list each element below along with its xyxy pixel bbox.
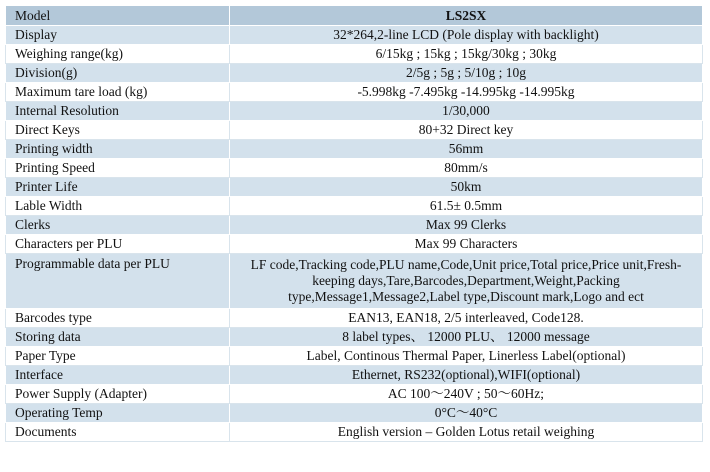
- row-value: 2/5g ; 5g ; 5/10g ; 10g: [230, 64, 703, 83]
- row-label: Documents: [6, 423, 230, 442]
- table-row: [6, 254, 703, 309]
- table-row: [6, 140, 703, 159]
- table-row: [6, 197, 703, 216]
- row-value: AC 100～240V ; 50～60Hz;: [230, 385, 703, 404]
- table-row: [6, 366, 703, 385]
- table-row: [6, 26, 703, 45]
- row-label: Weighing range(kg): [6, 45, 230, 64]
- row-value: 50km: [230, 178, 703, 197]
- row-label: Operating Temp: [6, 404, 230, 423]
- row-value: 80mm/s: [230, 159, 703, 178]
- table-row: [6, 347, 703, 366]
- row-value: EAN13, EAN18, 2/5 interleaved, Code128.: [230, 309, 703, 328]
- row-value: Max 99 Clerks: [230, 216, 703, 235]
- row-value: -5.998kg -7.495kg -14.995kg -14.995kg: [230, 83, 703, 102]
- row-label: Programmable data per PLU: [6, 254, 230, 309]
- table-row: [6, 102, 703, 121]
- row-value: 32*264,2-line LCD (Pole display with backlight): [230, 26, 703, 45]
- table-row: [6, 121, 703, 140]
- table-row: [6, 328, 703, 347]
- row-label: Storing data: [6, 328, 230, 347]
- table-row: [6, 385, 703, 404]
- row-value: 0°C～40°C: [230, 404, 703, 423]
- table-row: [6, 404, 703, 423]
- row-value: 56mm: [230, 140, 703, 159]
- row-value: 8 label types、 12000 PLU、 12000 message: [230, 328, 703, 347]
- row-value: 80+32 Direct key: [230, 121, 703, 140]
- header-label: Model: [6, 6, 230, 26]
- row-label: Barcodes type: [6, 309, 230, 328]
- row-value: 61.5± 0.5mm: [230, 197, 703, 216]
- row-value: Max 99 Characters: [230, 235, 703, 254]
- header-model-value: LS2SX: [230, 6, 703, 26]
- row-label: Printer Life: [6, 178, 230, 197]
- row-label: Paper Type: [6, 347, 230, 366]
- table-row: [6, 159, 703, 178]
- row-label: Characters per PLU: [6, 235, 230, 254]
- table-row: [6, 423, 703, 442]
- row-value: 1/30,000: [230, 102, 703, 121]
- row-label: Division(g): [6, 64, 230, 83]
- row-value: LF code,Tracking code,PLU name,Code,Unit price,Total price,Price unit,Fresh-keeping days,Tare,Barcodes,Department,Weight,Packing type,Message1,Message2,Label type,Discount mark,Logo and ect: [230, 254, 703, 309]
- row-label: Display: [6, 26, 230, 45]
- row-value: English version – Golden Lotus retail weighing: [230, 423, 703, 442]
- row-label: Direct Keys: [6, 121, 230, 140]
- row-label: Printing Speed: [6, 159, 230, 178]
- row-label: Maximum tare load (kg): [6, 83, 230, 102]
- row-label: Interface: [6, 366, 230, 385]
- row-value: 6/15kg ; 15kg ; 15kg/30kg ; 30kg: [230, 45, 703, 64]
- table-row: [6, 178, 703, 197]
- table-row: [6, 83, 703, 102]
- table-header-row: [6, 6, 703, 26]
- row-label: Clerks: [6, 216, 230, 235]
- row-value: Label, Continous Thermal Paper, Linerless Label(optional): [230, 347, 703, 366]
- row-value: Ethernet, RS232(optional),WIFI(optional): [230, 366, 703, 385]
- table-row: [6, 235, 703, 254]
- table-row: [6, 64, 703, 83]
- row-label: Lable Width: [6, 197, 230, 216]
- row-label: Printing width: [6, 140, 230, 159]
- table-row: [6, 45, 703, 64]
- row-label: Power Supply (Adapter): [6, 385, 230, 404]
- row-label: Internal Resolution: [6, 102, 230, 121]
- spec-table-container: [5, 5, 702, 442]
- table-row: [6, 216, 703, 235]
- specification-table: [5, 5, 703, 442]
- table-row: [6, 309, 703, 328]
